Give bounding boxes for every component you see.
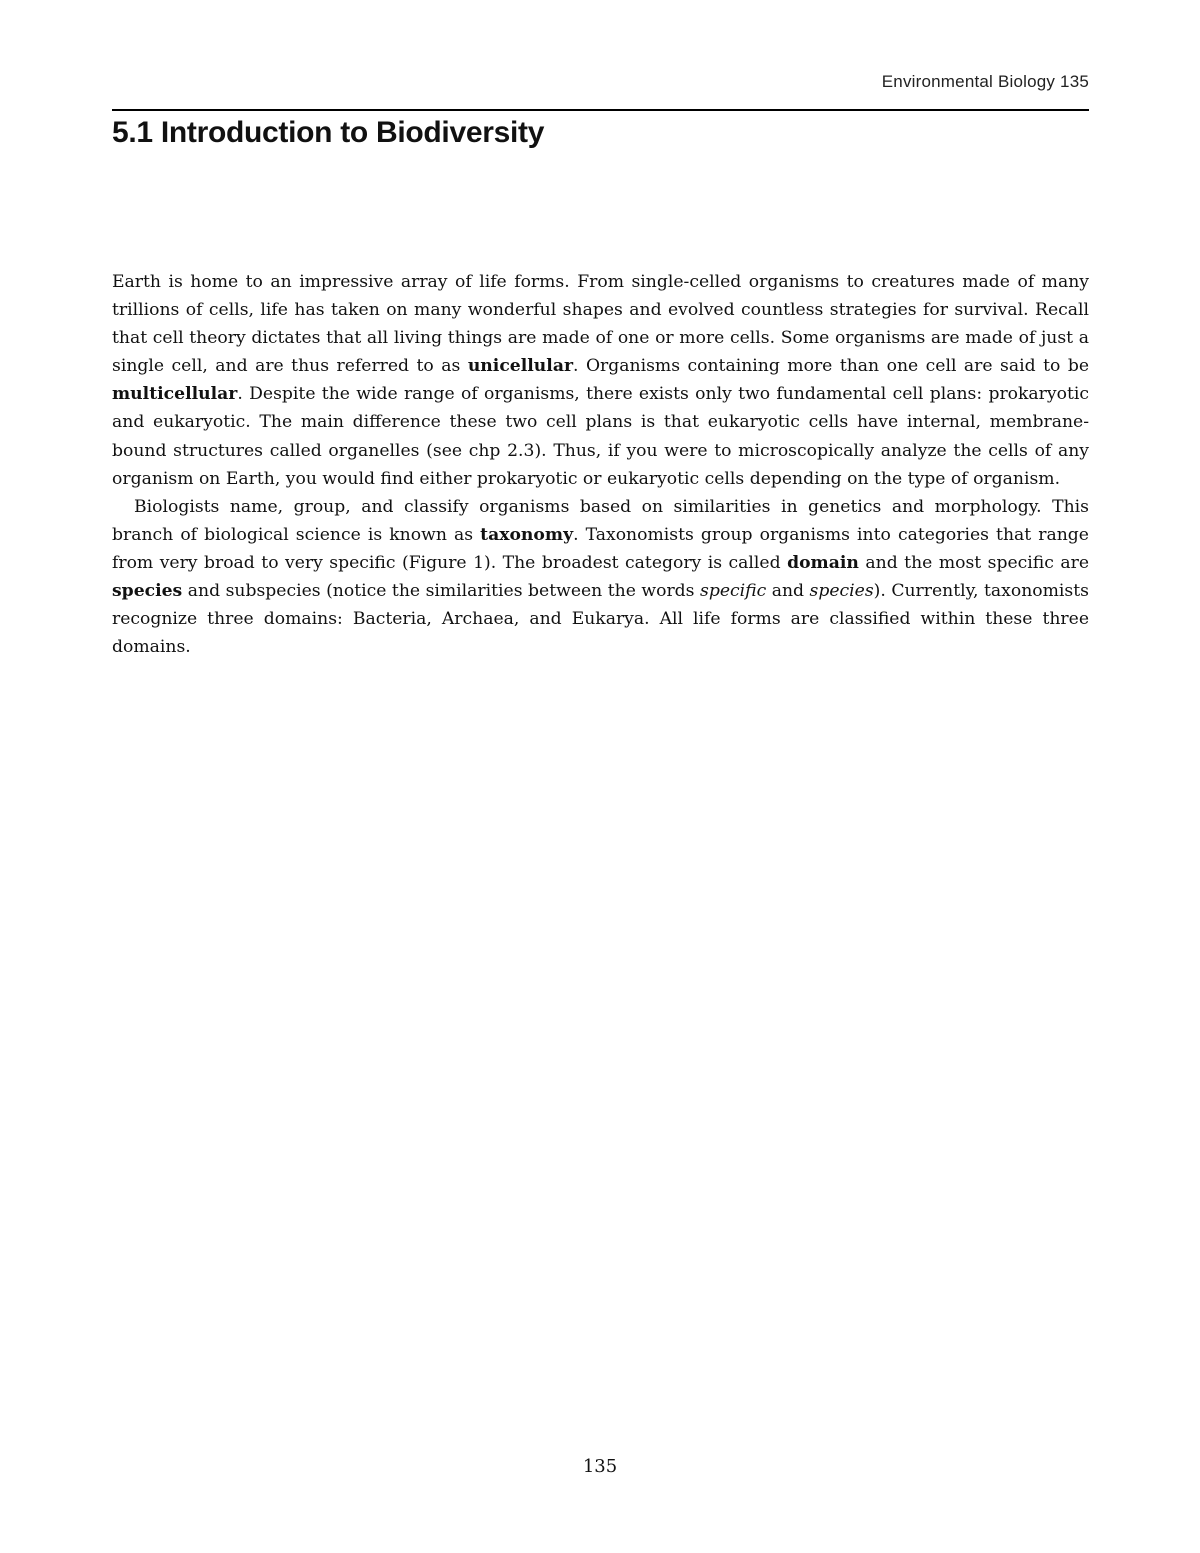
page-number: 135	[582, 1456, 618, 1477]
paragraph-text: and subspecies (notice the similarities between the words	[182, 581, 700, 602]
paragraph-text: and	[766, 581, 810, 602]
body-text	[112, 268, 1089, 661]
paragraph-intro	[112, 268, 1089, 493]
paragraph-text: Biologists name, group, and classify organisms based on similarities in genetics and morphology. This branch of biological science is known as	[112, 496, 1089, 545]
paragraph-text: Earth is home to an impressive array of life forms. From single-celled organisms to creatures made of many trillions of cells, life has taken on many wonderful shapes and evolved countless strategies for survival. Recall that cell theory dictates that all living things are made of one or more cells. Some organisms are made of just a single cell, and are thus referred to as	[112, 272, 1089, 377]
term-species: species	[112, 581, 183, 602]
header-rule	[112, 109, 1089, 111]
term-multicellular: multicellular	[112, 384, 238, 405]
paragraph-text: . Taxonomists group organisms into categories that range from very broad to very specific (Figure 1). The broadest category is called	[112, 524, 1089, 573]
running-header: Environmental Biology 135	[881, 72, 1089, 91]
paragraph-text: ). Currently, taxonomists recognize three domains: Bacteria, Archaea, and Eukarya. All life forms are classified within these three domains.	[112, 581, 1089, 658]
paragraph-text: . Despite the wide range of organisms, there exists only two fundamental cell plans: prokaryotic and eukaryotic. The main difference these two cell plans is that eukaryotic cells have internal, membrane-bound structures called organelles (see chp 2.3). Thus, if you were to microscopically analyze the cells of any organism on Earth, you would find either prokaryotic or eukaryotic cells depending on the type of organism.	[112, 384, 1089, 489]
term-domain: domain	[787, 552, 859, 573]
paragraph-text: . Organisms containing more than one cell are said to be	[573, 356, 1089, 377]
emphasis-specific: specific	[700, 581, 767, 602]
paragraph-text: and the most specific are	[858, 552, 1089, 573]
term-taxonomy: taxonomy	[480, 524, 574, 545]
emphasis-species: species	[809, 581, 874, 602]
section-title: 5.1 Introduction to Biodiversity	[112, 116, 545, 149]
paragraph-taxonomy	[112, 493, 1089, 662]
term-unicellular: unicellular	[467, 356, 574, 377]
